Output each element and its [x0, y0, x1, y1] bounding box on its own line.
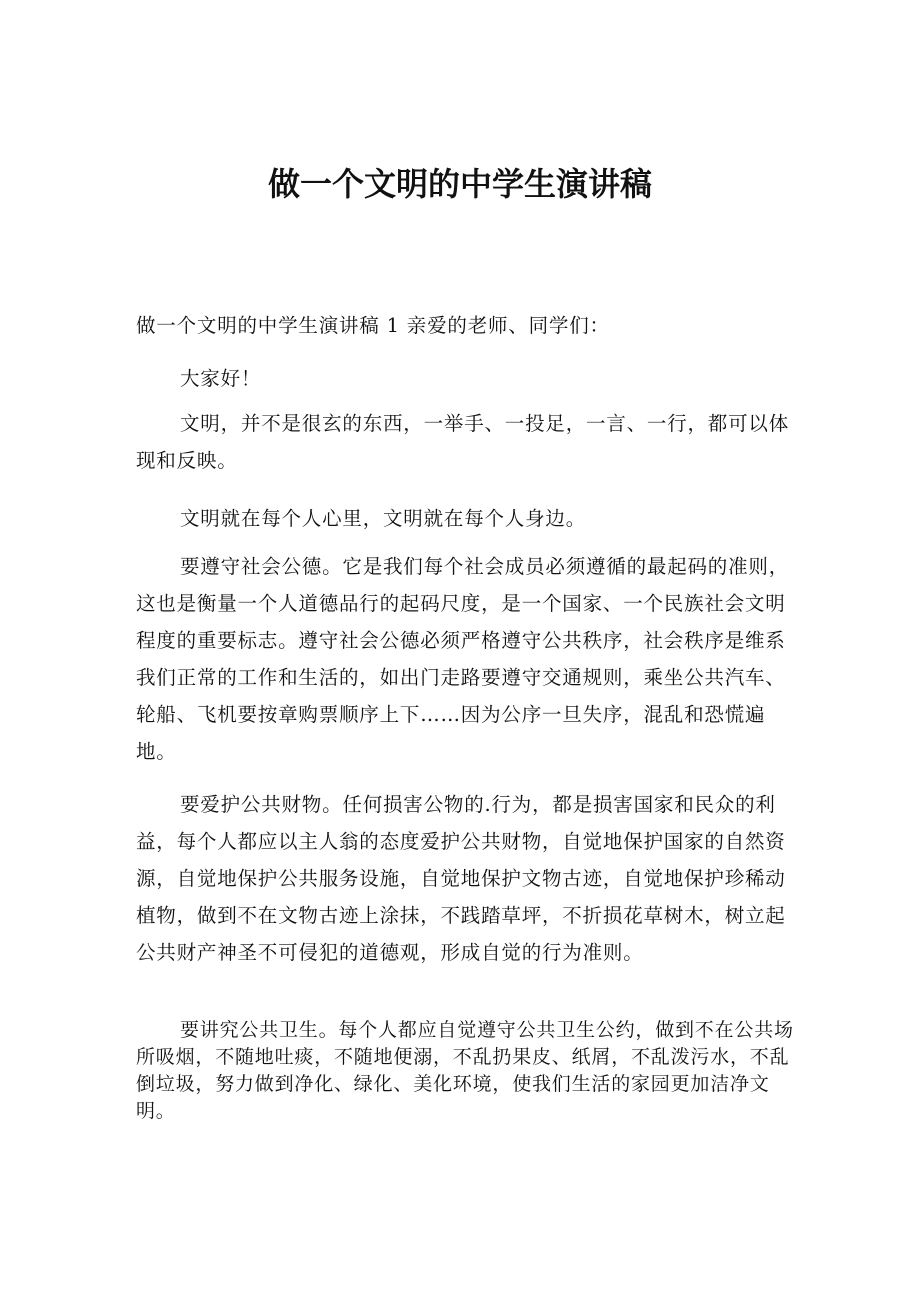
speech-heading-line: 做一个文明的中学生演讲稿 1 亲爱的老师、同学们：	[136, 314, 610, 337]
paragraph-civility-definition: 文明，并不是很玄的东西，一举手、一投足，一言、一行，都可以体现和反映。	[136, 412, 790, 472]
greeting-paragraph: 大家好！	[180, 367, 262, 390]
page-title: 做一个文明的中学生演讲稿	[267, 165, 652, 203]
paragraph-public-hygiene: 要讲究公共卫生。每个人都应自觉遵守公共卫生公约，做到不在公共场所吸烟，不随地吐痰，不随地便溺，不乱扔果皮、纸屑，不乱泼污水，不乱倒垃圾，努力做到净化、绿化、美化环境，使我们生活的家园更加洁净文明。	[136, 1019, 794, 1122]
paragraph-public-property: 要爱护公共财物。任何损害公物的.行为，都是损害国家和民众的利益，每个人都应以主人翁的态度爱护公共财物，自觉地保护国家的自然资源，自觉地保护公共服务设施，自觉地保护文物古迹，自觉地保护珍稀动植物，做到不在文物古迹上涂抹，不践踏草坪，不折损花草树木，树立起公共财产神圣不可侵犯的道德观，形成自觉的行为准则。	[136, 793, 786, 964]
paragraph-civility-everywhere: 文明就在每个人心里，文明就在每个人身边。	[180, 507, 587, 530]
paragraph-social-morality: 要遵守社会公德。它是我们每个社会成员必须遵循的最起码的准则，这也是衡量一个人道德品行的起码尺度，是一个国家、一个民族社会文明程度的重要标志。遵守社会公德必须严格遵守公共秩序，社会秩序是维系我们正常的工作和生活的，如出门走路要遵守交通规则，乘坐公共汽车、轮船、飞机要按章购票顺序上下……因为公序一旦失序，混乱和恐慌遍地。	[136, 555, 790, 763]
